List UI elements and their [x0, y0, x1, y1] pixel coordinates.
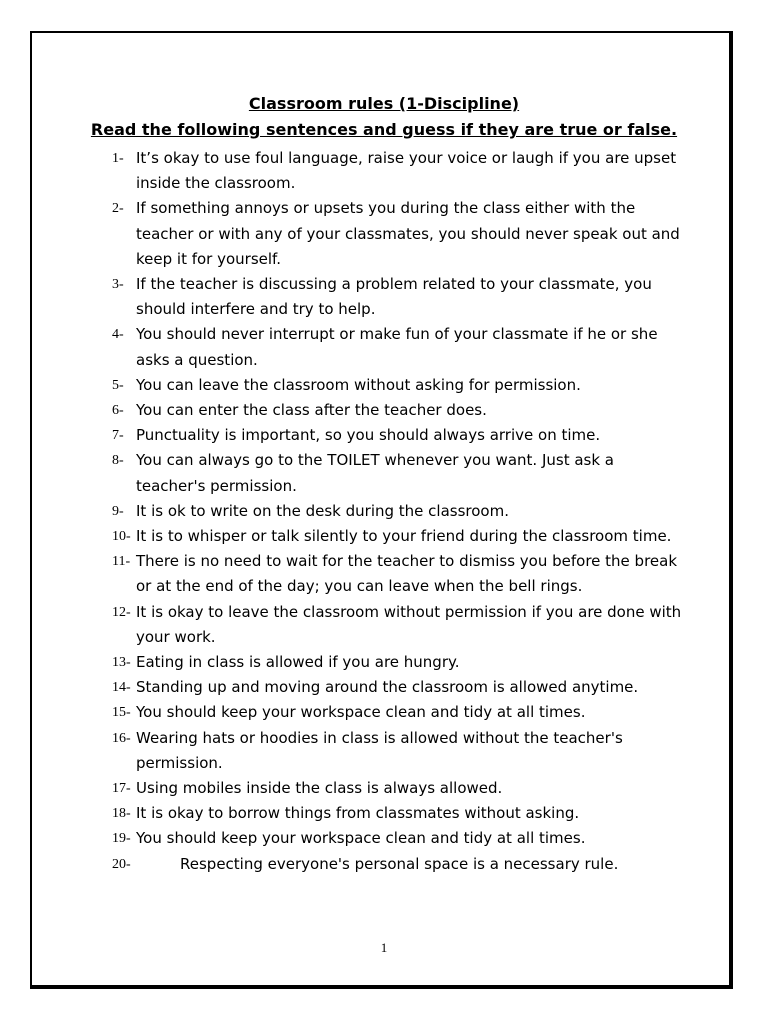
rule-text: If the teacher is discussing a problem related to your classmate, you should interfere and try to help. [136, 275, 652, 319]
rule-text: Eating in class is allowed if you are hungry. [136, 653, 460, 672]
rule-item-9 [112, 499, 687, 524]
rule-item-1 [112, 146, 687, 196]
rule-item-16 [112, 726, 687, 776]
rule-number: 19- [112, 831, 131, 847]
rule-number: 18- [112, 806, 131, 822]
rule-item-8 [112, 448, 687, 498]
rule-number: 9- [112, 503, 124, 519]
rule-number: 7- [112, 428, 124, 444]
rule-text: It is okay to borrow things from classmates without asking. [136, 804, 580, 823]
rule-text: There is no need to wait for the teacher to dismiss you before the break or at the end of the day; you can leave when the bell rings. [136, 552, 678, 596]
rules-list [112, 146, 687, 877]
rule-number: 16- [112, 730, 131, 746]
rule-item-6 [112, 398, 687, 423]
rule-number: 3- [112, 277, 124, 293]
rule-item-20 [112, 852, 687, 877]
rule-text: It is ok to write on the desk during the classroom. [136, 501, 509, 520]
page-number: 1 [380, 940, 388, 955]
rule-item-15 [112, 700, 687, 725]
rule-number: 10- [112, 529, 131, 545]
rule-item-7 [112, 423, 687, 448]
rule-text: Using mobiles inside the class is always allowed. [136, 779, 503, 798]
rule-item-19 [112, 826, 687, 851]
rule-number: 6- [112, 403, 124, 419]
rule-item-12 [112, 600, 687, 650]
rule-text: Punctuality is important, so you should always arrive on time. [136, 426, 601, 445]
rule-number: 14- [112, 680, 131, 696]
rule-item-18 [112, 801, 687, 826]
instructions-heading: Read the following sentences and guess if they are true or false. [90, 120, 678, 139]
rule-text: You should keep your workspace clean and tidy at all times. [136, 829, 586, 848]
rule-text: If something annoys or upsets you during the class either with the teacher or with any of your classmates, you should never speak out and keep it for yourself. [136, 199, 680, 268]
rule-number: 12- [112, 604, 131, 620]
rule-text: You can leave the classroom without asking for permission. [136, 375, 581, 394]
rule-text: You can always go to the TOILET whenever you want. Just ask a teacher's permission. [136, 451, 614, 495]
rule-text: Standing up and moving around the classroom is allowed anytime. [136, 678, 639, 697]
rule-text: You should never interrupt or make fun of your classmate if he or she asks a question. [136, 325, 658, 369]
rule-item-3 [112, 272, 687, 322]
rule-text: Wearing hats or hoodies in class is allowed without the teacher's permission. [136, 728, 623, 772]
rule-item-13 [112, 650, 687, 675]
rule-number: 1- [112, 151, 124, 166]
rule-number: 13- [112, 655, 131, 671]
rule-number: 20- [112, 856, 131, 872]
rule-item-14 [112, 675, 687, 700]
rule-item-10 [112, 524, 687, 549]
rule-number: 11- [112, 554, 131, 570]
rule-number: 5- [112, 377, 124, 393]
rule-item-11 [112, 549, 687, 599]
rule-number: 8- [112, 453, 124, 469]
rule-text: It is to whisper or talk silently to your friend during the classroom time. [136, 527, 672, 546]
page-title: Classroom rules (1-Discipline) [248, 94, 520, 113]
rule-item-2 [112, 196, 687, 272]
rule-text: You can enter the class after the teacher does. [136, 401, 487, 420]
rule-text: It is okay to leave the classroom without permission if you are done with your work. [136, 602, 682, 646]
rule-number: 17- [112, 781, 131, 797]
rule-item-4 [112, 322, 687, 372]
rule-text: It’s okay to use foul language, raise your voice or laugh if you are upset inside the classroom. [136, 149, 677, 193]
rule-number: 4- [112, 327, 124, 343]
rule-item-5 [112, 373, 687, 398]
rule-item-17 [112, 776, 687, 801]
rule-text: Respecting everyone's personal space is a necessary rule. [180, 854, 619, 873]
rule-number: 2- [112, 201, 124, 217]
rule-text: You should keep your workspace clean and tidy at all times. [136, 703, 586, 722]
rule-number: 15- [112, 705, 131, 721]
